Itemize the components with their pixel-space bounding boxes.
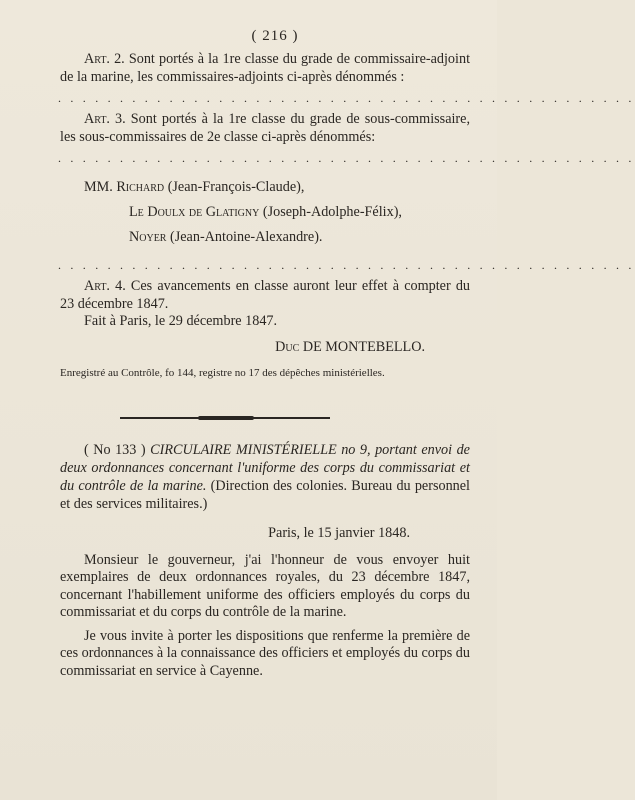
- ellipsis-line: . . . . . . . . . . . . . . . . . . . . . . . . . . . . . . . . . . . . . . . . . . . . . . .: [58, 258, 635, 272]
- paragraph: Je vous invite à porter les dispositions que renferme la première de ces ordonnances à la connaissance des officiers et employés du corps du commissariat en service à Cayenne.: [60, 627, 470, 679]
- name-surname: Noyer: [129, 229, 167, 245]
- name-surname: Richard: [116, 179, 165, 195]
- letter-date: Paris, le 15 janvier 1848.: [268, 524, 410, 541]
- signature: Duc DE MONTEBELLO.: [275, 338, 425, 355]
- name-given: (Joseph-Adolphe-Félix),: [259, 204, 402, 220]
- article-2: [60, 51, 470, 86]
- name-prefix: MM.: [84, 179, 117, 195]
- name-entry: [84, 225, 470, 250]
- section-divider: [120, 417, 330, 419]
- circular-title: CIRCULAIRE MINISTÉRIELLE no 9, portant envoi de deux ordonnances concernant l'uniforme des corps du commissariat et du contrôle de la marine.: [60, 441, 470, 494]
- paragraph: Monsieur le gouverneur, j'ai l'honneur de vous envoyer huit exemplaires de deux ordonnances royales, du 23 décembre 1847, concernant l'habillement uniforme des officiers employés du corps du commissariat et du corps du contrôle de la marine.: [60, 551, 470, 620]
- article-2-text: Sont portés à la 1re classe du grade de commissaire-adjoint de la marine, les commissaires-adjoints ci-après dénommés :: [60, 51, 471, 85]
- letter-body: [60, 552, 470, 681]
- place-date: Fait à Paris, le 29 décembre 1847.: [84, 313, 278, 329]
- ellipsis-line: . . . . . . . . . . . . . . . . . . . . . . . . . . . . . . . . . . . . . . . . . . . . . . .: [58, 151, 635, 165]
- name-given: (Jean-Antoine-Alexandre).: [166, 229, 323, 245]
- name-entry: [84, 175, 470, 200]
- article-3: [60, 111, 470, 146]
- circular-department: (Direction des colonies. Bureau du personnel et des services militaires.): [60, 477, 470, 512]
- names-list: [84, 175, 470, 250]
- page-number: ( 216 ): [251, 28, 299, 44]
- circular-header: [60, 441, 470, 513]
- article-2-label: Art. 2.: [84, 51, 125, 67]
- article-4-label: Art. 4.: [84, 278, 126, 294]
- registration-note: Enregistré au Contrôle, fo 144, registre no 17 des dépêches ministérielles.: [60, 366, 385, 379]
- name-given: (Jean-François-Claude),: [164, 179, 305, 195]
- article-4-text: Ces avancements en classe auront leur effet à compter du 23 décembre 1847.: [60, 278, 471, 312]
- ellipsis-line: . . . . . . . . . . . . . . . . . . . . . . . . . . . . . . . . . . . . . . . . . . . . . . .: [58, 91, 635, 105]
- page-content: [58, 28, 635, 680]
- article-4: [60, 278, 470, 313]
- name-entry: [84, 200, 470, 225]
- article-3-label: Art. 3.: [84, 111, 126, 127]
- circular-number: ( No 133 ): [84, 441, 146, 458]
- article-3-text: Sont portés à la 1re classe du grade de sous-commissaire, les sous-commissaires de 2e classe ci-après dénommés:: [60, 111, 470, 145]
- name-surname: Le Doulx de Glatigny: [129, 204, 260, 220]
